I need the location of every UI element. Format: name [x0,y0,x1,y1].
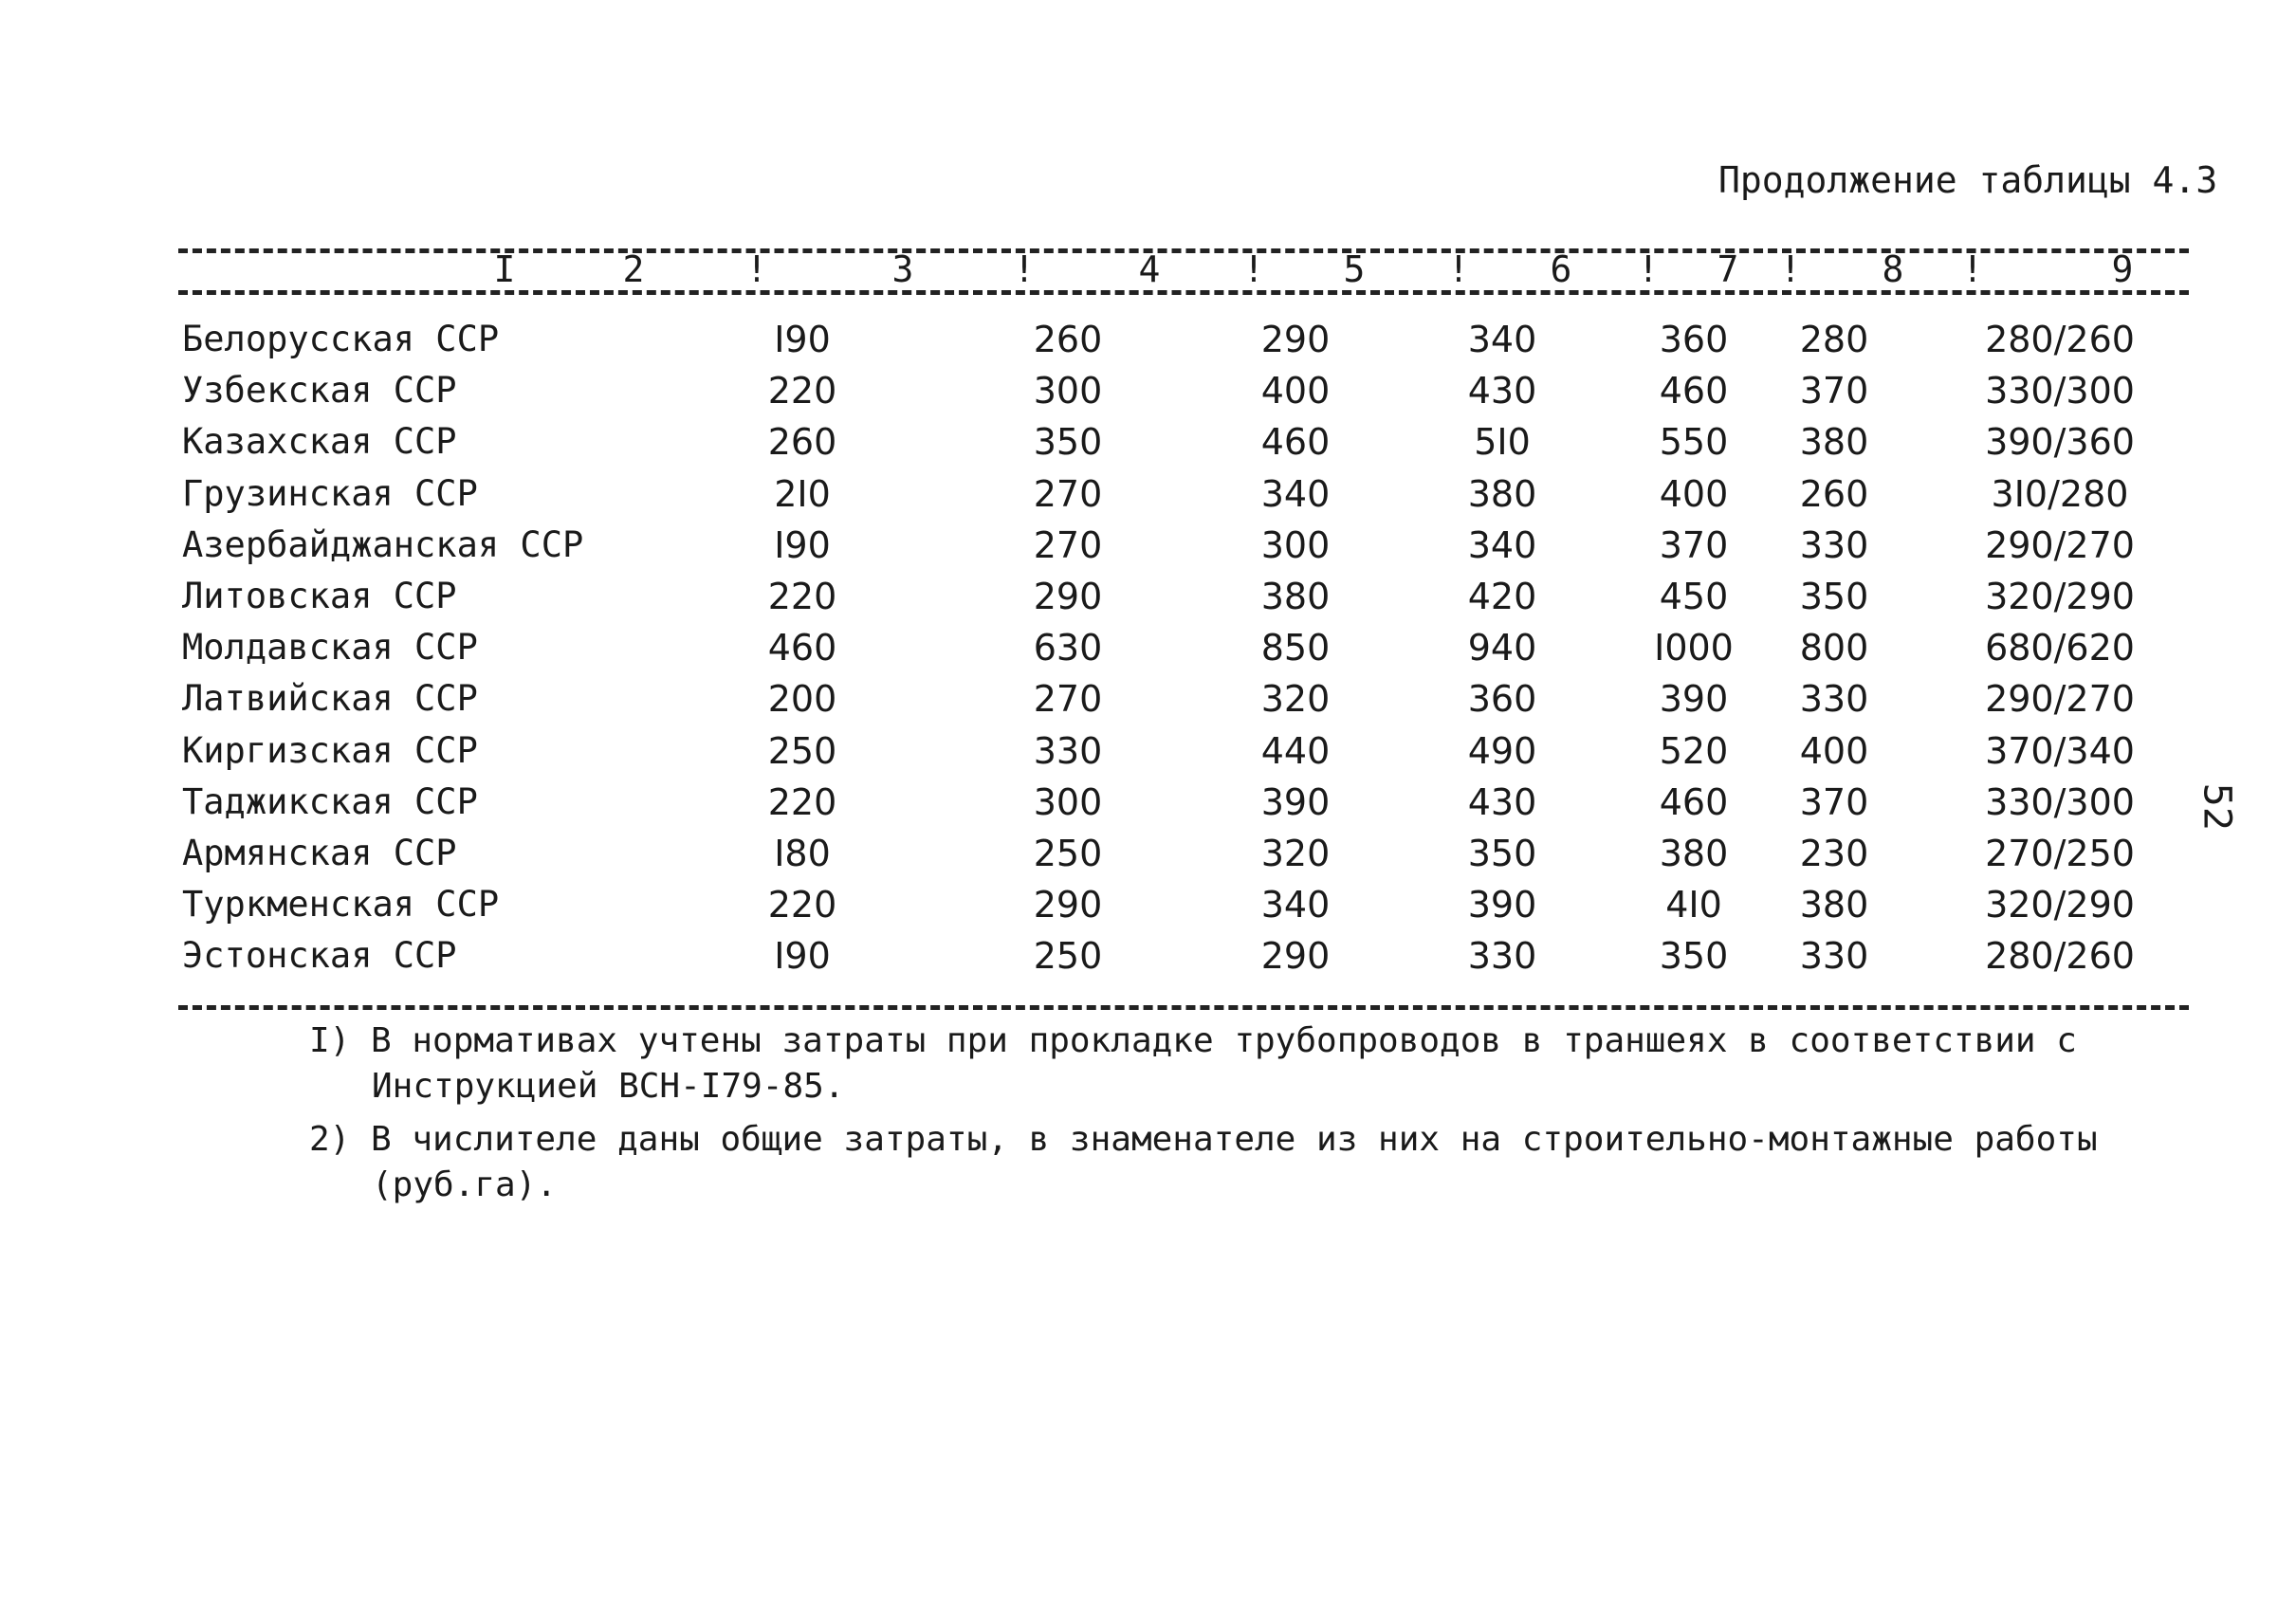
row-region-name: Белорусская ССР [182,319,500,359]
row-region-name: Киргизская ССР [182,730,478,771]
row-region-name: Латвийская ССР [182,678,478,719]
table-cell-col-8: 380 [1799,884,1869,926]
table-cell-col-9: 320/290 [1985,576,2135,617]
table-cell-col-8: 330 [1799,524,1869,566]
table-cell-col-6: 390 [1467,884,1537,926]
header-separator: ! [1013,248,1036,290]
table-cell-col-8: 380 [1799,421,1869,463]
table-cell-col-9: 280/260 [1985,319,2135,360]
header-col-5: 5 [1343,248,1366,290]
table-cell-col-7: 550 [1659,421,1729,463]
table-cell-col-8: 230 [1799,833,1869,874]
table-cell-col-3: 250 [767,730,837,772]
table-cell-col-7: 460 [1659,781,1729,823]
table-cell-col-5: 340 [1260,884,1331,926]
table-cell-col-5: 320 [1260,678,1331,720]
table-cell-col-7: 450 [1659,576,1729,617]
table-caption: Продолжение таблицы 4.3 [1718,159,2218,201]
table-cell-col-3: I80 [774,833,831,874]
row-region-name: Армянская ССР [182,833,457,873]
table-cell-col-9: 330/300 [1985,781,2135,823]
header-separator: ! [1637,248,1660,290]
table-cell-col-9: 330/300 [1985,370,2135,412]
table-cell-col-4: 270 [1033,524,1103,566]
table-cell-col-7: 380 [1659,833,1729,874]
table-cell-col-8: 280 [1799,319,1869,360]
table-cell-col-3: 220 [767,370,837,412]
table-cell-col-5: 340 [1260,473,1331,515]
header-col-8: 8 [1882,248,1904,290]
table-cell-col-9: 320/290 [1985,884,2135,926]
table-cell-col-4: 250 [1033,833,1103,874]
row-region-name: Молдавская ССР [182,627,478,668]
table-cell-col-4: 330 [1033,730,1103,772]
table-cell-col-6: 360 [1467,678,1537,720]
header-separator: ! [1961,248,1984,290]
row-region-name: Грузинская ССР [182,473,478,514]
row-region-name: Таджикская ССР [182,781,478,822]
table-cell-col-8: 330 [1799,935,1869,977]
footnote-1-line-1: I) В нормативах учтены затраты при прокладке трубопроводов в траншеях в соответствии с [309,1021,2077,1060]
header-col-6: 6 [1550,248,1572,290]
table-cell-col-5: 300 [1260,524,1331,566]
table-cell-col-7: 520 [1659,730,1729,772]
table-cell-col-5: 440 [1260,730,1331,772]
row-region-name: Туркменская ССР [182,884,500,925]
table-cell-col-8: 400 [1799,730,1869,772]
table-cell-col-4: 290 [1033,884,1103,926]
table-cell-col-6: 330 [1467,935,1537,977]
table-cell-col-3: 2I0 [774,473,831,515]
table-cell-col-3: 200 [767,678,837,720]
table-cell-col-8: 800 [1799,627,1869,669]
table-cell-col-9: 290/270 [1985,678,2135,720]
table-cell-col-9: 370/340 [1985,730,2135,772]
table-cell-col-6: 490 [1467,730,1537,772]
table-cell-col-4: 270 [1033,678,1103,720]
header-col-3: 3 [891,248,914,290]
table-cell-col-5: 320 [1260,833,1331,874]
header-bottom-rule [178,290,2189,295]
table-cell-col-3: I90 [774,935,831,977]
table-cell-col-3: I90 [774,319,831,360]
table-cell-col-7: 4I0 [1665,884,1722,926]
table-cell-col-7: 460 [1659,370,1729,412]
header-col-4: 4 [1138,248,1161,290]
table-cell-col-9: 280/260 [1985,935,2135,977]
table-cell-col-9: 390/360 [1985,421,2135,463]
table-cell-col-6: 940 [1467,627,1537,669]
table-cell-col-8: 330 [1799,678,1869,720]
header-col-2: 2 [622,248,645,290]
table-cell-col-4: 630 [1033,627,1103,669]
table-cell-col-3: 220 [767,884,837,926]
row-region-name: Узбекская ССР [182,370,457,411]
table-cell-col-7: 370 [1659,524,1729,566]
page-number: 52 [2195,782,2239,832]
table-cell-col-5: 400 [1260,370,1331,412]
table-cell-col-8: 370 [1799,781,1869,823]
header-separator: ! [1447,248,1470,290]
table-cell-col-4: 260 [1033,319,1103,360]
header-separator: ! [745,248,768,290]
footnote-2-line-2: (руб.га). [372,1165,558,1204]
table-cell-col-6: 340 [1467,319,1537,360]
header-col-7: 7 [1717,248,1739,290]
table-cell-col-7: I000 [1654,627,1734,669]
header-separator: ! [1779,248,1802,290]
table-cell-col-4: 350 [1033,421,1103,463]
table-cell-col-9: 290/270 [1985,524,2135,566]
table-cell-col-5: 460 [1260,421,1331,463]
table-cell-col-9: 680/620 [1985,627,2135,669]
table-cell-col-8: 370 [1799,370,1869,412]
table-cell-col-7: 360 [1659,319,1729,360]
table-cell-col-7: 390 [1659,678,1729,720]
table-cell-col-3: 220 [767,576,837,617]
table-cell-col-4: 250 [1033,935,1103,977]
table-cell-col-6: 380 [1467,473,1537,515]
row-region-name: Казахская ССР [182,421,457,462]
table-cell-col-8: 260 [1799,473,1869,515]
header-separator: ! [1242,248,1265,290]
header-col-9: 9 [2111,248,2134,290]
table-cell-col-7: 350 [1659,935,1729,977]
table-cell-col-5: 850 [1260,627,1331,669]
table-cell-col-6: 5I0 [1474,421,1531,463]
footnote-1-line-2: Инструкцией ВСН-I79-85. [372,1067,845,1106]
table-cell-col-4: 300 [1033,781,1103,823]
row-region-name: Азербайджанская ССР [182,524,584,565]
table-cell-col-3: I90 [774,524,831,566]
table-cell-col-6: 430 [1467,370,1537,412]
table-bottom-rule [178,1005,2189,1010]
table-cell-col-7: 400 [1659,473,1729,515]
row-region-name: Литовская ССР [182,576,457,616]
table-cell-col-5: 290 [1260,319,1331,360]
table-cell-col-4: 270 [1033,473,1103,515]
table-cell-col-5: 380 [1260,576,1331,617]
table-cell-col-6: 420 [1467,576,1537,617]
table-cell-col-9: 270/250 [1985,833,2135,874]
table-cell-col-3: 260 [767,421,837,463]
table-cell-col-8: 350 [1799,576,1869,617]
table-cell-col-5: 390 [1260,781,1331,823]
table-cell-col-9: 3I0/280 [1991,473,2129,515]
table-cell-col-4: 300 [1033,370,1103,412]
header-col-1: I [493,248,516,290]
table-cell-col-3: 460 [767,627,837,669]
row-region-name: Эстонская ССР [182,935,457,976]
footnote-2-line-1: 2) В числителе даны общие затраты, в знаменателе из них на строительно-монтажные работы [309,1120,2098,1159]
table-cell-col-5: 290 [1260,935,1331,977]
table-cell-col-3: 220 [767,781,837,823]
table-cell-col-6: 340 [1467,524,1537,566]
table-cell-col-4: 290 [1033,576,1103,617]
table-cell-col-6: 430 [1467,781,1537,823]
table-cell-col-6: 350 [1467,833,1537,874]
